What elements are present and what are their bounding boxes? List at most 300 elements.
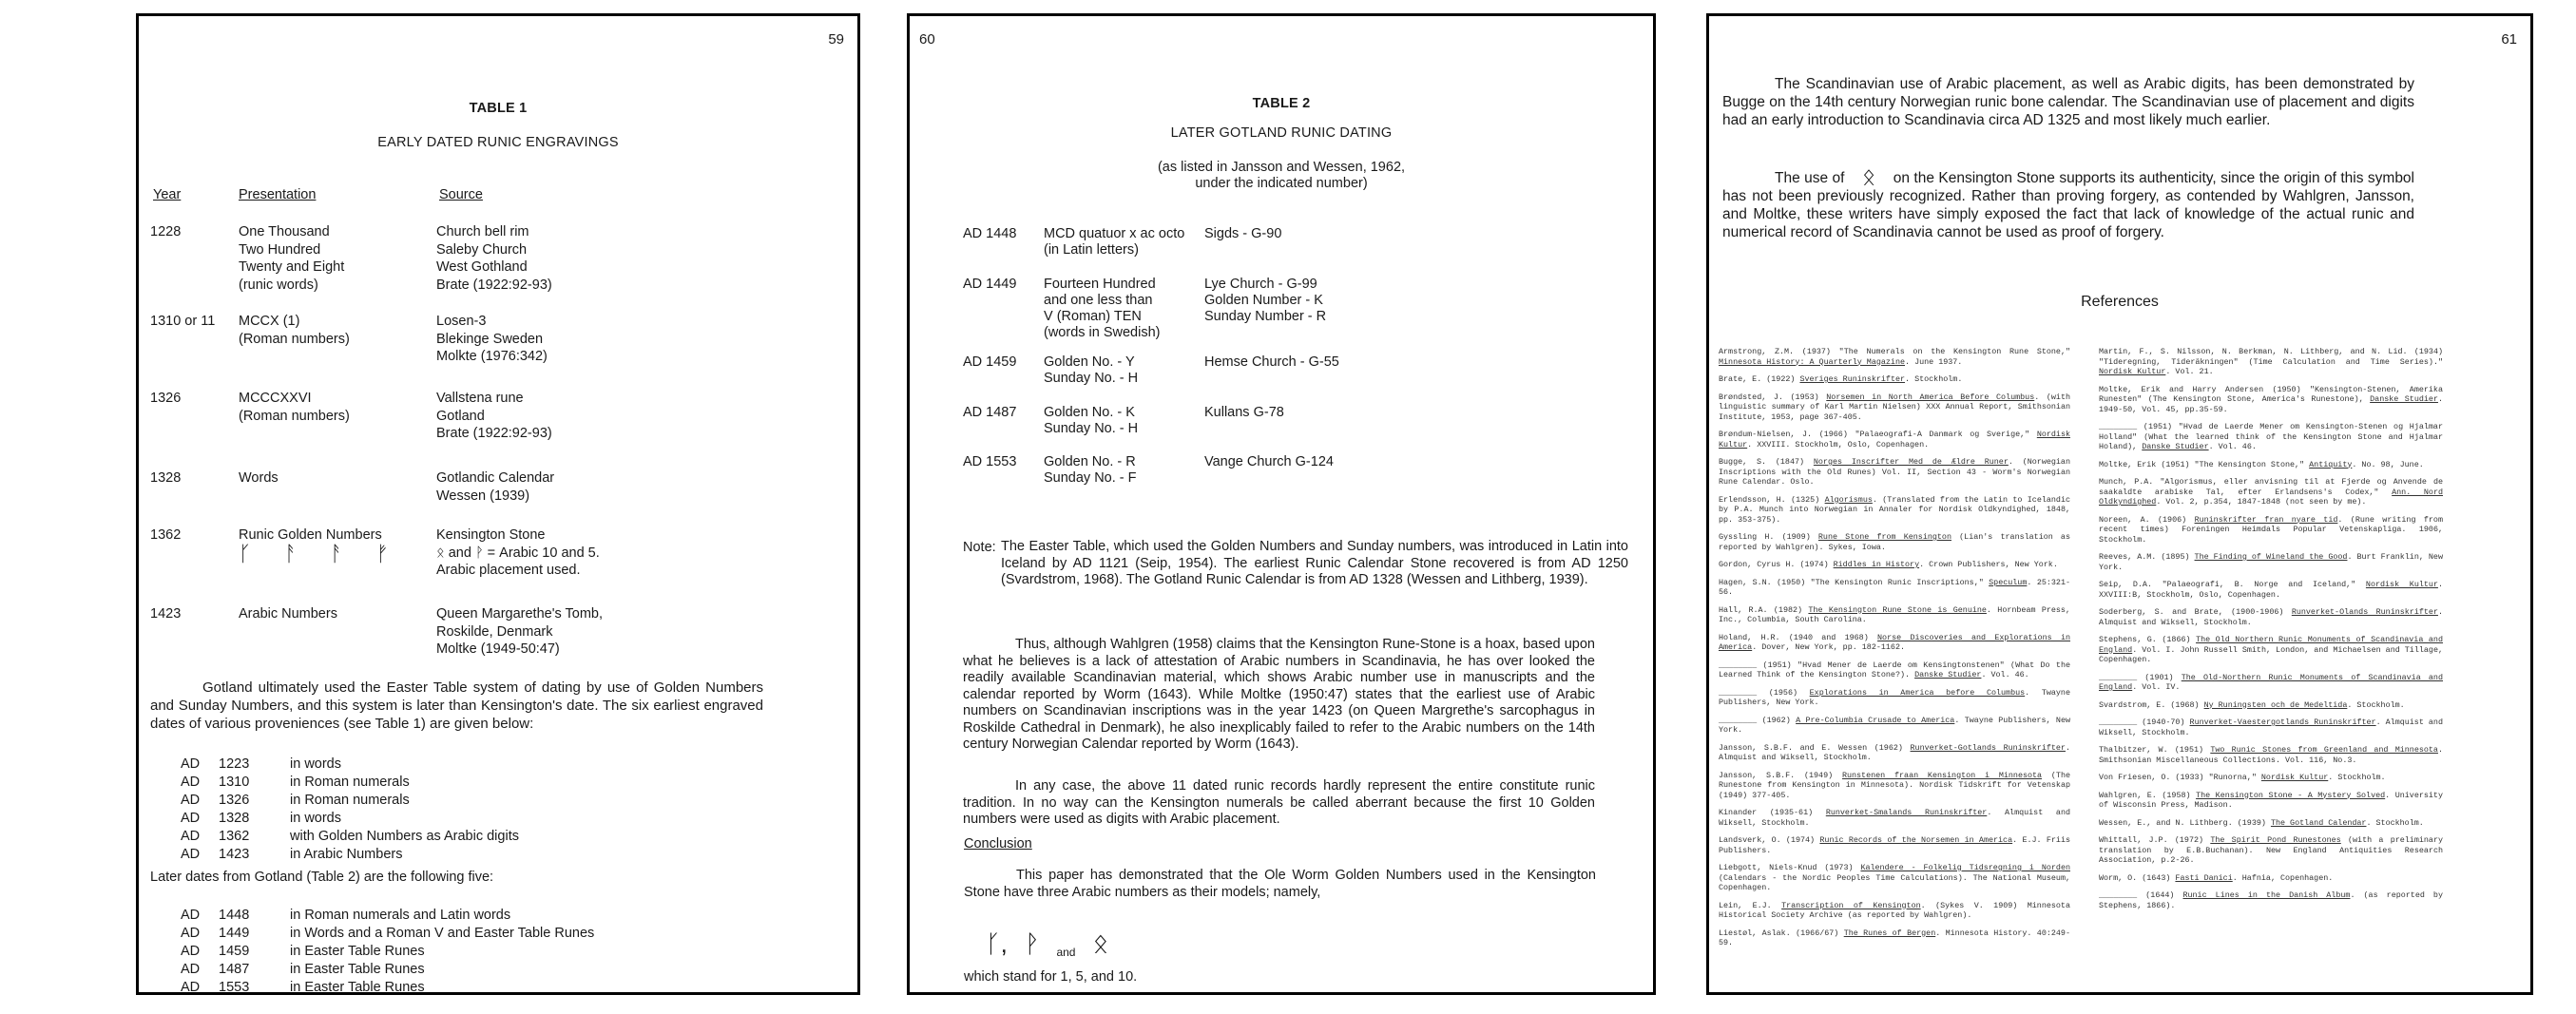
reference-entry — [1719, 808, 2070, 828]
ad-label: AD — [181, 829, 201, 844]
ad-label: AD — [181, 980, 201, 995]
para2-rest: on the Kensington Stone supports its authenticity, since the origin of this symbol has not been previously recognized. Rather than proving forgery, as contended by Wahlgren, Jansson, and Moltke, these writers have simply exposed the fact that lack of knowledge of the actual runic and numerical record of Scandinavia cannot be used as proof of forgery. — [1722, 170, 2415, 240]
reference-authors: Hagen, S.N. (1950) "The Kensington Runic Inscriptions," — [1719, 577, 1990, 587]
reference-authors: Landsverk, O. (1974) — [1719, 835, 1820, 845]
reference-title: The Kensington Stone - A Mystery Solved — [2196, 790, 2386, 800]
reference-entry — [1719, 743, 2070, 763]
reference-entry — [1719, 495, 2070, 526]
reference-details: . Almquist and Wiksell, Stockholm. — [1719, 808, 2070, 828]
year-value: 1223 — [219, 756, 250, 772]
reference-title: The Finding of Wineland the Good — [2194, 552, 2348, 562]
early-dates-list — [181, 756, 519, 864]
reference-authors: Soderberg, S. and Brate, (1900-1906) — [2099, 607, 2292, 617]
table-2-presentation: (in Latin letters) — [1044, 242, 1139, 258]
reference-authors: Brøndsted, J. (1953) — [1719, 392, 1827, 402]
year-value: 1326 — [219, 793, 250, 808]
reference-details: . (Norwegian Inscriptions with the Old Runes) Vol. II, Section 43 - Worm's Norwegian Rune Calendar. Oslo. — [1719, 457, 2070, 487]
reference-details: (with a preliminary translation by E.B.Buchanan). New England Antiquities Research Association, p.2-26. — [2099, 835, 2443, 865]
reference-details: . Vol. 2, p.354, 1847-1848 (not seen by me). — [2156, 497, 2367, 507]
reference-entry — [2099, 422, 2443, 452]
ad-label: AD — [181, 926, 201, 941]
reference-details: (Calendars - the Nordic Peoples Time Calculations). The National Museum, Copenhagen. — [1719, 872, 2070, 892]
reference-title: Danske Studier — [2142, 442, 2209, 451]
reference-authors: Wessen, E., and N. Lithberg. (1939) — [2099, 817, 2271, 828]
reference-title: Fasti Danici — [2175, 872, 2233, 883]
reference-entry — [2099, 890, 2443, 910]
reference-title: Ann. Nord Oldkyndighed — [2099, 487, 2443, 507]
table-2-presentation: Golden No. - K — [1044, 405, 1135, 420]
year-value: 1362 — [219, 829, 250, 844]
closing-text: which stand for 1, 5, and 10. — [964, 969, 1138, 985]
and-label: and — [1056, 946, 1076, 959]
table-1-presentation: Runic Golden Numbers — [239, 527, 382, 543]
reference-entry — [2099, 717, 2443, 737]
date-description: in Easter Table Runes — [290, 962, 425, 977]
date-description: in Arabic Numbers — [290, 847, 403, 862]
date-list-item — [181, 979, 594, 997]
year-value: 1423 — [219, 847, 250, 862]
reference-details: . Burt Franklin, New York. — [2099, 552, 2443, 572]
ad-label: AD — [181, 793, 201, 808]
reference-entry — [2099, 818, 2443, 829]
table-title: TABLE 2 — [1252, 96, 1311, 111]
reference-authors: Stephens, G. (1866) — [2099, 635, 2197, 644]
reference-entry — [2099, 835, 2443, 866]
table-2-presentation: Sunday No. - H — [1044, 371, 1139, 386]
reference-title: Nordisk Kultur — [2365, 580, 2438, 589]
reference-authors: ________ (1951) "Hvad Mener de Laerde om Kensingtonstenen" (What Do the Learned Think of the Kensington Stone?). — [1719, 660, 2070, 679]
reference-authors: ________ (1644) — [2099, 890, 2183, 900]
table-2-source: Kullans G-78 — [1204, 405, 1284, 420]
table-2-presentation: Sunday No. - H — [1044, 421, 1139, 436]
ad-label: AD — [181, 908, 201, 923]
table-1-presentation: ᚴ ᚨ ᚨ ᚠ — [239, 542, 402, 566]
reference-title: The Old-Northern Runic Monuments of Scandinavia and England — [2099, 672, 2443, 692]
rune-ten-icon: ᛟ — [1861, 164, 1876, 190]
year-value: 1553 — [219, 980, 250, 995]
date-description: in Words and a Roman V and Easter Table Runes — [290, 926, 595, 941]
page-number: 61 — [2501, 31, 2517, 48]
date-description: in Roman numerals — [290, 775, 410, 790]
reference-details: . Almquist and Wiksell, Stockholm. — [1719, 742, 2070, 762]
table-1-source: West Gothland — [436, 259, 528, 275]
reference-authors: Jansson, S.B.F. (1949) — [1719, 770, 1842, 780]
date-description: with Golden Numbers as Arabic digits — [290, 829, 519, 844]
reference-entry — [1719, 374, 2070, 385]
reference-authors: Von Friesen, O. (1933) "Runorna," — [2099, 773, 2261, 782]
reference-details: . Almquist and Wiksell, Stockholm. — [2099, 717, 2443, 737]
table-1-source: Molkte (1976:342) — [436, 349, 548, 364]
reference-title: Danske Studier — [1914, 670, 1982, 679]
page-number: 60 — [919, 31, 935, 48]
reference-details: . E.J. Friis Publishers. — [1719, 835, 2070, 855]
reference-entry — [2099, 460, 2443, 470]
references-left-column — [1719, 347, 2070, 956]
table-1-presentation: (Roman numbers) — [239, 408, 350, 424]
reference-details: . June 1937. — [1905, 356, 1963, 367]
date-list-item — [181, 792, 519, 810]
reference-title: The Kensington Rune Stone is Genuine — [1808, 604, 1987, 615]
reference-details: . (Translated from the Latin to Icelandic by P.A. Munch into Norwegian in Annaler for Nordisk Oldkyndighed, 1848, pp. 353-375). — [1719, 494, 2070, 525]
reference-title: Nordisk Kultur — [1719, 430, 2070, 450]
date-list-item — [181, 961, 594, 979]
reference-authors: Gyssling H. (1909) — [1719, 532, 1818, 542]
rune-ten-icon: ᛟ — [1092, 928, 1109, 958]
page-61 — [1706, 13, 2533, 995]
reference-entry — [2099, 477, 2443, 507]
rune-five-icon: ᚹ — [1024, 929, 1040, 958]
reference-details: . Twayne Publishers, New York. — [1719, 687, 2070, 707]
table-1-source: Gotland — [436, 408, 485, 424]
date-description: in Easter Table Runes — [290, 944, 425, 959]
reference-authors: Thalbitzer, W. (1951) — [2099, 745, 2211, 755]
reference-details: . XXVIII. Stockholm, Oslo, Copenhagen. — [1747, 439, 1930, 450]
reference-entry — [1719, 660, 2070, 680]
table-1-source: Arabic placement used. — [436, 563, 581, 578]
table-1-source: Saleby Church — [436, 241, 528, 258]
date-list-item — [181, 943, 594, 961]
reference-authors: Moltke, Erik and Harry Andersen (1950) "Kensington-Stenen, Amerika Runesten" (The Kensington Stone, America's Runestone), — [2099, 384, 2443, 404]
reference-title: Danske Studier — [2370, 394, 2438, 404]
reference-title: Explorations in America before Columbus — [1809, 687, 2026, 698]
reference-details: . Twayne Publishers, New York. — [1719, 715, 2070, 735]
reference-authors: Holand, H.R. (1940 and 1968) — [1719, 632, 1878, 642]
date-list-item — [181, 756, 519, 774]
reference-authors: ________ (1951) "Hvad de Laerde Mener om Kensington-Stenen og Hjalmar Holland" (What the learned think of the Kensington Stone and Hjalmar Holand), — [2099, 422, 2443, 451]
ad-label: AD — [181, 811, 201, 826]
reference-details: . Stockholm. — [2328, 773, 2386, 782]
table-2-presentation: and one less than — [1044, 293, 1153, 308]
reference-authors: ________ (1956) — [1719, 687, 1810, 698]
scandinavian-paragraph: The Scandinavian use of Arabic placement, as well as Arabic digits, has been demonstrated by Bugge on the 14th century Norwegian runic bone calendar. The Scandinavian use of placement and digits had an early introduction to Scandinavia circa AD 1325 and most likely much earlier. — [1722, 76, 2414, 128]
table-1-year: 1423 — [150, 606, 182, 622]
reference-entry — [2099, 515, 2443, 545]
reference-authors: ________ (1962) — [1719, 715, 1797, 725]
date-description: in Roman numerals and Latin words — [290, 908, 511, 923]
reference-details: . 1949-50, Vol. 45, pp.35-59. — [2099, 394, 2443, 414]
table-1-source: Kensington Stone — [436, 527, 546, 543]
table-2-presentation: MCD quatuor x ac octo — [1044, 226, 1185, 241]
note-label: Note: — [963, 540, 996, 555]
reference-details: . (as reported by Stephens, 1866). — [2099, 890, 2443, 910]
table-2-source: Hemse Church - G-55 — [1204, 354, 1339, 370]
note-text: The Easter Table, which used the Golden Numbers and Sunday numbers, was introduced in Latin into Iceland by AD 1121 (Seip, 1954). The earliest Runic Calendar Stone recovered is from AD 1250 (Svardstrom, 1968). The Gotland Runic Calendar is from AD 1328 (Wessen and Lithberg, 1939). — [1001, 539, 1628, 587]
reference-entry — [1719, 605, 2070, 625]
date-description: in words — [290, 756, 341, 772]
table-2-year: AD 1448 — [963, 226, 1017, 241]
reference-title: Speculum — [1989, 577, 2028, 587]
reference-entry — [2099, 607, 2443, 627]
date-list-item — [181, 846, 519, 864]
table-2-source: Sigds - G-90 — [1204, 226, 1282, 241]
reference-authors: ________ (1901) — [2099, 672, 2182, 682]
reference-title: Transcription of Kensington — [1781, 900, 1921, 910]
reference-details: (The Runestone from Kensington in Minnesota). Nordisk Tidskrift for Vetenskap (1949) 377-405. — [1719, 770, 2070, 800]
table-1-source: Roskilde, Denmark — [436, 623, 553, 640]
reference-entry — [1719, 863, 2070, 893]
table-1-year: 1326 — [150, 391, 182, 406]
table-1-source: Wessen (1939) — [436, 488, 530, 504]
table-1-source: Losen-3 — [436, 314, 487, 329]
reference-authors: Kinander (1935-61) — [1719, 808, 1826, 817]
table-1-source: Queen Margarethe's Tomb, — [436, 606, 603, 622]
page-59 — [136, 13, 860, 995]
reference-details: . Vol. 46. — [1981, 670, 2029, 679]
reference-authors: Brate, E. (1922) — [1719, 374, 1800, 384]
reference-entry — [1719, 347, 2070, 367]
reference-authors: Hall, R.A. (1982) — [1719, 604, 1809, 615]
header-presentation: Presentation — [239, 187, 317, 202]
reference-authors: Moltke, Erik (1951) "The Kensington Stone," — [2099, 459, 2310, 469]
reference-entry — [1719, 392, 2070, 423]
ad-label: AD — [181, 847, 201, 862]
reference-entry — [2099, 745, 2443, 765]
table-1-presentation: (Roman numbers) — [239, 331, 350, 347]
reference-details: . University of Wisconsin Press, Madison. — [2099, 790, 2443, 810]
later-dates-list — [181, 907, 594, 997]
header-source: Source — [439, 187, 483, 202]
table-1-year: 1228 — [150, 224, 182, 239]
table-2-source: Golden Number - K — [1204, 293, 1323, 308]
year-value: 1459 — [219, 944, 250, 959]
table-title: TABLE 1 — [469, 101, 528, 116]
reference-authors: Liestøl, Aslak. (1966/67) — [1719, 928, 1844, 938]
table-2-presentation: Sunday No. - F — [1044, 470, 1137, 486]
reference-title: Algorismus — [1824, 494, 1873, 505]
table-1-year: 1362 — [150, 527, 182, 543]
reference-details: . Vol. 21. — [2165, 367, 2214, 376]
reference-entry — [1719, 901, 2070, 921]
date-description: in Roman numerals — [290, 793, 410, 808]
year-value: 1487 — [219, 962, 250, 977]
year-value: 1448 — [219, 908, 250, 923]
reference-details: . Hafnia, Copenhagen. — [2232, 872, 2334, 883]
reference-title: Runinskrifter fran nyare tid — [2194, 514, 2338, 525]
table-1-source: Moltke (1949-50:47) — [436, 641, 560, 657]
reference-title: Nordisk Kultur — [2099, 367, 2166, 376]
reference-entry — [2099, 873, 2443, 884]
references-right-column — [2099, 347, 2443, 918]
reference-authors: Martin, F., S. Nilsson, N. Berkman, N. Lithberg, and N. Lid. (1934) "Tideregning, Tideräkningen" (Time Calculation and Time Series)." — [2099, 347, 2443, 367]
reference-title: Norsemen in North America Before Columbus — [1826, 392, 2035, 402]
reference-details: . (Rune writing from recent times) Foreningen Heimdals Popular Vetenskapliga. 1906, Stockholm. — [2099, 514, 2443, 545]
date-list-item — [181, 925, 594, 943]
reference-entry — [1719, 430, 2070, 450]
reference-title: Two Runic Stones from Greenland and Minnesota — [2210, 745, 2438, 755]
table-note-line-2: under the indicated number) — [1195, 176, 1368, 191]
table-2-year: AD 1487 — [963, 405, 1017, 420]
page-60 — [907, 13, 1656, 995]
reference-title: Runverket-Vaestergotlands Runinskrifter — [2189, 717, 2376, 727]
reference-authors: Svardstrom, E. (1968) — [2099, 699, 2204, 710]
reference-entry — [2099, 700, 2443, 711]
reference-title: Ny Runingsten och de Medeltida — [2203, 699, 2348, 710]
ad-label: AD — [181, 962, 201, 977]
rune-one-icon: ᚴ, — [986, 929, 1008, 958]
date-description: in Easter Table Runes — [290, 980, 425, 995]
wahlgren-paragraph: Thus, although Wahlgren (1958) claims that the Kensington Rune-Stone is a hoax, based upon what he believes is a lack of attestation of Arabic numbers in Scandinavia, he has over looked the readily available Scandinavian material, which shows Arabic number use in manuscripts and the calendar reported by Worm (1643). While Moltke (1950:47) states that the earliest use of Arabic numbers on Scandinavian inscriptions was in the year 1423 (on Queen Margrethe's sarcophagus in Roskilde Cathedral in Denmark), he also inexplicably failed to refer to the Arabic numbers on the 14th century Norwegian Calendar reported by Worm (1643). — [963, 637, 1595, 752]
reference-details: . Smithsonian Miscellaneous Collections. Vol. 116, No.3. — [2099, 745, 2443, 765]
reference-title: Kalendere - Folkelig Tidsregning i Norden — [1860, 863, 2070, 872]
table-1-presentation: One Thousand — [239, 224, 330, 239]
para2-start: The use of — [1775, 170, 1845, 186]
reference-details: . Vol. 46. — [2208, 442, 2257, 451]
reference-details: . Dover, New York, pp. 182-1162. — [1752, 642, 1906, 652]
table-2-presentation: V (Roman) TEN — [1044, 309, 1142, 324]
date-list-item — [181, 810, 519, 828]
reference-details: . Almquist and Wiksell, Stockholm. — [2099, 607, 2443, 627]
reference-entry — [1719, 578, 2070, 598]
table-1-year: 1310 or 11 — [150, 314, 216, 329]
table-1-presentation: MCCX (1) — [239, 314, 300, 329]
table-2-presentation: Fourteen Hundred — [1044, 277, 1156, 292]
table-1-presentation: Two Hundred — [239, 241, 321, 258]
reference-details: . Hornbeam Press, Inc., Columbia, South Carolina. — [1719, 604, 2070, 624]
reference-authors: Brøndum-Nielsen, J. (1966) "Palaeografi-A Danmark og Sverige," — [1719, 430, 2037, 439]
ad-label: AD — [181, 944, 201, 959]
reference-entry — [1719, 560, 2070, 570]
table-subtitle: LATER GOTLAND RUNIC DATING — [1170, 125, 1393, 141]
reference-authors: Liebgott, Niels-Knud (1973) — [1719, 863, 1861, 872]
reference-entry — [1719, 716, 2070, 736]
table-1-source: ᛟ and ᚹ = Arabic 10 and 5. — [436, 545, 600, 561]
reference-title: Minnesota History: A Quarterly Magazine — [1719, 356, 1906, 367]
reference-entry — [1719, 928, 2070, 948]
reference-authors: Whittall, J.P. (1972) — [2099, 835, 2211, 845]
header-year: Year — [153, 187, 182, 202]
reference-entry — [1719, 633, 2070, 653]
references-heading: References — [2081, 294, 2159, 310]
reference-details: . Minnesota History. 40:249-59. — [1719, 928, 2070, 947]
table-2-year: AD 1459 — [963, 354, 1017, 370]
table-subtitle: EARLY DATED RUNIC ENGRAVINGS — [377, 135, 619, 150]
reference-entry — [2099, 580, 2443, 600]
reference-details: . Stockholm. — [2366, 817, 2424, 828]
reference-title: The Old Northern Runic Monuments of Scandinavia and England — [2099, 635, 2443, 655]
reference-entry — [2099, 552, 2443, 572]
table-1-presentation: Arabic Numbers — [239, 606, 337, 622]
reference-title: Runic Records of the Norsemen in America — [1819, 835, 2013, 845]
reference-entry — [2099, 673, 2443, 693]
reference-title: Riddles in History — [1833, 560, 1920, 569]
reference-title: Runverket-Gotlands Runinskrifter — [1910, 742, 2066, 753]
reference-title: Runverket-Smalands Runinskrifter — [1825, 808, 1988, 817]
table-1-presentation: Twenty and Eight — [239, 259, 345, 275]
reference-title: Norges Inscrifter Med de Ældre Runer — [1813, 457, 2009, 467]
reference-entry — [1719, 688, 2070, 708]
reference-details: . Vol. IV. — [2132, 682, 2181, 692]
reference-details: . Stockholm. — [2347, 699, 2405, 710]
reference-entry — [1719, 457, 2070, 488]
reference-authors: Jansson, S.B.F. and E. Wessen (1962) — [1719, 742, 1911, 753]
rune-symbols — [986, 928, 1108, 959]
reference-details: . 25:321-56. — [1719, 577, 2070, 597]
table-2-presentation: Golden No. - Y — [1044, 354, 1135, 370]
reference-authors: Armstrong, Z.M. (1937) "The Numerals on the Kensington Rune Stone," — [1719, 347, 2070, 356]
reference-entry — [2099, 791, 2443, 811]
reference-title: Runverket-Olands Runinskrifter — [2291, 607, 2438, 617]
reference-entry — [2099, 635, 2443, 665]
reference-entry — [1719, 835, 2070, 855]
table-note-line-1: (as listed in Jansson and Wessen, 1962, — [1157, 160, 1406, 175]
reference-authors: Seip, D.A. "Palaeografi, B. Norge and Iceland," — [2099, 580, 2366, 589]
table-2-year: AD 1553 — [963, 454, 1017, 469]
reference-authors: Bugge, S. (1847) — [1719, 457, 1814, 467]
reference-details: . (Sykes V. 1909) Minnesota Historical Society Archive (as reported by Wahlgren). — [1719, 900, 2070, 920]
reference-title: The Runes of Bergen — [1843, 928, 1936, 938]
reference-authors: Erlendsson, H. (1325) — [1719, 494, 1825, 505]
reference-title: Runic Lines in the Danish Album — [2182, 890, 2351, 900]
table-2-source: Lye Church - G-99 — [1204, 277, 1317, 292]
page-number: 59 — [828, 31, 844, 48]
reference-authors: Worm, O. (1643) — [2099, 872, 2176, 883]
ad-label: AD — [181, 775, 201, 790]
table-1-source: Brate (1922:92-93) — [436, 426, 552, 441]
reference-title: Antiquity — [2309, 459, 2353, 469]
table-1-source: Blekinge Sweden — [436, 331, 544, 347]
reference-authors: Wahlgren, E. (1958) — [2099, 790, 2197, 800]
reference-details: (Lian's translation as reported by Wahlgren). Sykes, Iowa. — [1719, 532, 2070, 552]
reference-title: Runstenen fraan Kensington i Minnesota — [1841, 770, 2043, 780]
date-list-item — [181, 828, 519, 846]
reference-authors: Noreen, A. (1906) — [2099, 514, 2195, 525]
reference-title: The Gotland Calendar — [2270, 817, 2367, 828]
reference-authors: Gordon, Cyrus H. (1974) — [1719, 560, 1834, 569]
reference-entry — [1719, 771, 2070, 801]
reference-entry — [2099, 347, 2443, 377]
table-1-presentation: MCCCXXVI — [239, 391, 312, 406]
reference-details: . Stockholm. — [1905, 374, 1963, 384]
table-1-source: Gotlandic Calendar — [436, 470, 555, 486]
table-2-presentation: Golden No. - R — [1044, 454, 1136, 469]
reference-title: Nordisk Kultur — [2260, 773, 2329, 782]
year-value: 1449 — [219, 926, 250, 941]
table-1-presentation: (runic words) — [239, 277, 318, 293]
reference-title: Norse Discoveries and Explorations in America — [1719, 632, 2071, 652]
reference-details: . XXVIII:B, Stockholm, Oslo, Copenhagen. — [2099, 580, 2443, 600]
year-value: 1310 — [219, 775, 250, 790]
reference-details: . Vol. I. John Russell Smith, London, and Michaelsen and Tillage, Copenhagen. — [2099, 644, 2443, 664]
date-description: in words — [290, 811, 341, 826]
conclusion-heading: Conclusion — [964, 836, 1032, 851]
reference-details: . (with linguistic summary of Karl Martin Nielsen) XXX Annual Report, Smithsonian Institute, 1953, page 367-405. — [1719, 392, 2070, 422]
reference-title: Rune Stone from Kensington — [1817, 532, 1951, 542]
reference-authors: Reeves, A.M. (1895) — [2099, 552, 2195, 562]
any-case-paragraph: In any case, the above 11 dated runic records hardly represent the entire constitute runic tradition. In no way can the Kensington numerals be called aberrant because the first 10 Golden numbers were used as digits with Arabic placement. — [963, 778, 1595, 827]
date-list-item — [181, 774, 519, 792]
table-2-year: AD 1449 — [963, 277, 1017, 292]
table-1-year: 1328 — [150, 470, 182, 486]
reference-entry — [2099, 385, 2443, 415]
later-dates-intro: Later dates from Gotland (Table 2) are the following five: — [150, 870, 494, 885]
reference-authors: ________ (1940-70) — [2099, 717, 2190, 727]
table-1-source: Church bell rim — [436, 224, 529, 239]
table-2-source: Sunday Number - R — [1204, 309, 1327, 324]
gotland-paragraph: Gotland ultimately used the Easter Table system of dating by use of Golden Numbers and Sunday Numbers, and this system is later than Kensington's date. The six earliest engraved dates of various proveniences (see Table 1) are given below: — [150, 679, 763, 732]
table-1-presentation: Words — [239, 470, 279, 486]
reference-authors: Lein, E.J. — [1719, 900, 1782, 910]
reference-entry — [2099, 773, 2443, 783]
conclusion-text: This paper has demonstrated that the Ole Worm Golden Numbers used in the Kensington Stone have three Arabic numbers as their models; namely, — [964, 868, 1596, 900]
reference-details: . Crown Publishers, New York. — [1919, 560, 2058, 569]
ad-label: AD — [181, 756, 201, 772]
reference-title: A Pre-Columbia Crusade to America — [1796, 715, 1955, 725]
date-list-item — [181, 907, 594, 925]
table-1-source: Brate (1922:92-93) — [436, 277, 552, 293]
table-2-presentation: (words in Swedish) — [1044, 325, 1161, 340]
reference-title: The Spirit Pond Runestones — [2210, 835, 2341, 845]
year-value: 1328 — [219, 811, 250, 826]
